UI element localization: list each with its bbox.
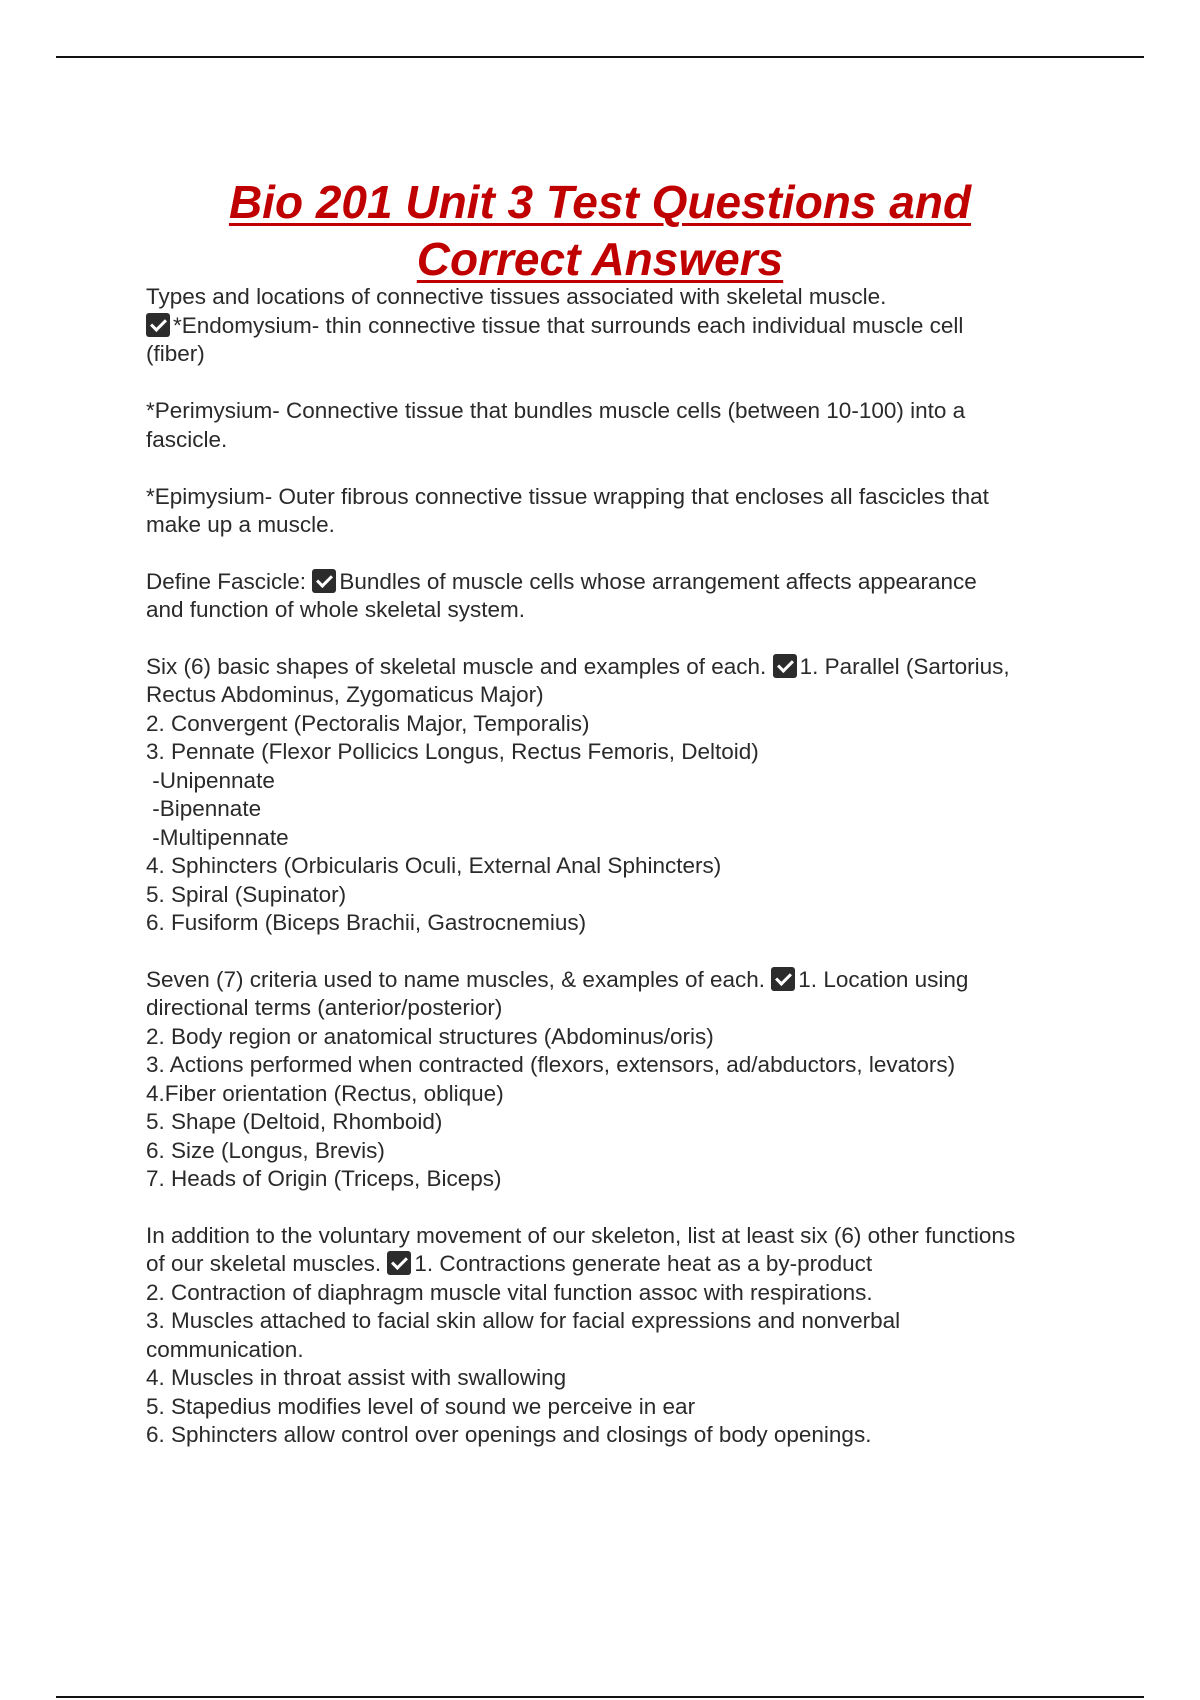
answer-line: 5. Shape (Deltoid, Rhomboid)	[146, 1109, 443, 1134]
answer-line: and function of whole skeletal system.	[146, 597, 525, 622]
question-text: Six (6) basic shapes of skeletal muscle and examples of each.	[146, 653, 773, 679]
answer-line: 6. Sphincters allow control over openings and closings of body openings.	[146, 1422, 872, 1447]
title-line-2: Correct Answers	[416, 232, 784, 285]
answer-line: 6. Size (Longus, Brevis)	[146, 1137, 385, 1163]
answer-text: Bundles of muscle cells whose arrangement affects appearance	[339, 568, 977, 594]
checkmark-icon	[771, 967, 795, 991]
answer-line: 6. Fusiform (Biceps Brachii, Gastrocnemius)	[146, 910, 587, 935]
question-text: In addition to the voluntary movement of our skeleton, list at least six (6) other functions	[146, 1222, 1016, 1248]
checkmark-icon	[312, 569, 336, 593]
qa-item-fascicle	[146, 568, 1086, 625]
answer-line: 5. Spiral (Supinator)	[146, 881, 347, 907]
checkmark-icon	[146, 313, 170, 337]
answer-line: 4. Sphincters (Orbicularis Oculi, External Anal Sphincters)	[146, 853, 722, 878]
question-answer-line	[146, 1250, 1086, 1279]
page-title	[100, 174, 1100, 288]
answer-line: 3. Muscles attached to facial skin allow for facial expressions and nonverbal	[146, 1308, 901, 1333]
answer-line: -Bipennate	[146, 796, 262, 821]
answer-line: 2. Convergent (Pectoralis Major, Temporalis)	[146, 710, 590, 736]
answer-line: *Epimysium- Outer fibrous connective tissue wrapping that encloses all fascicles that	[146, 483, 989, 509]
qa-item-muscle-shapes	[146, 653, 1086, 938]
question-answer-line	[146, 568, 1086, 597]
answer-line: directional terms (anterior/posterior)	[146, 995, 503, 1020]
answer-line: -Unipennate	[146, 767, 275, 793]
title-line-1: Bio 201 Unit 3 Test Questions and	[228, 175, 972, 228]
qa-item-other-functions	[146, 1222, 1086, 1450]
answer-line: 4. Muscles in throat assist with swallowing	[146, 1365, 567, 1390]
answer-line: 7. Heads of Origin (Triceps, Biceps)	[146, 1166, 502, 1191]
question-text: Seven (7) criteria used to name muscles, & examples of each.	[146, 966, 772, 992]
answer-line: (fiber)	[146, 341, 205, 366]
checkmark-icon	[387, 1251, 411, 1275]
question-text: Define Fascicle:	[146, 568, 313, 594]
answer-text: 1. Contractions generate heat as a by-product	[414, 1251, 873, 1276]
footer-rule	[56, 1696, 1144, 1698]
answer-line: 3. Pennate (Flexor Pollicics Longus, Rectus Femoris, Deltoid)	[146, 739, 759, 764]
answer-line: make up a muscle.	[146, 512, 335, 537]
qa-list	[146, 283, 1086, 1478]
header-rule	[56, 56, 1144, 58]
answer-line: 5. Stapedius modifies level of sound we perceive in ear	[146, 1393, 696, 1419]
answer-line: -Multipennate	[146, 824, 289, 850]
answer-line: Rectus Abdominus, Zygomaticus Major)	[146, 682, 544, 707]
question-answer-line	[146, 966, 1086, 995]
answer-line: 3. Actions performed when contracted (flexors, extensors, ad/abductors, levators)	[146, 1052, 956, 1077]
answer-line: 2. Body region or anatomical structures (Abdominus/oris)	[146, 1023, 714, 1049]
question-text: of our skeletal muscles.	[146, 1251, 388, 1276]
checkmark-icon	[773, 654, 797, 678]
answer-line: *Endomysium- thin connective tissue that surrounds each individual muscle cell	[146, 312, 1086, 341]
answer-text: 1. Parallel (Sartorius,	[799, 653, 1010, 679]
answer-line: communication.	[146, 1336, 304, 1362]
answer-line: 4.Fiber orientation (Rectus, oblique)	[146, 1080, 504, 1106]
answer-text: 1. Location using	[798, 966, 969, 992]
qa-item-connective-tissues	[146, 283, 1086, 540]
question-answer-line	[146, 653, 1086, 682]
qa-item-naming-criteria	[146, 966, 1086, 1194]
answer-line: 2. Contraction of diaphragm muscle vital function assoc with respirations.	[146, 1279, 873, 1305]
answer-line: *Perimysium- Connective tissue that bundles muscle cells (between 10-100) into a	[146, 398, 966, 423]
question-text: Types and locations of connective tissues associated with skeletal muscle.	[146, 284, 887, 309]
answer-line: fascicle.	[146, 426, 228, 452]
